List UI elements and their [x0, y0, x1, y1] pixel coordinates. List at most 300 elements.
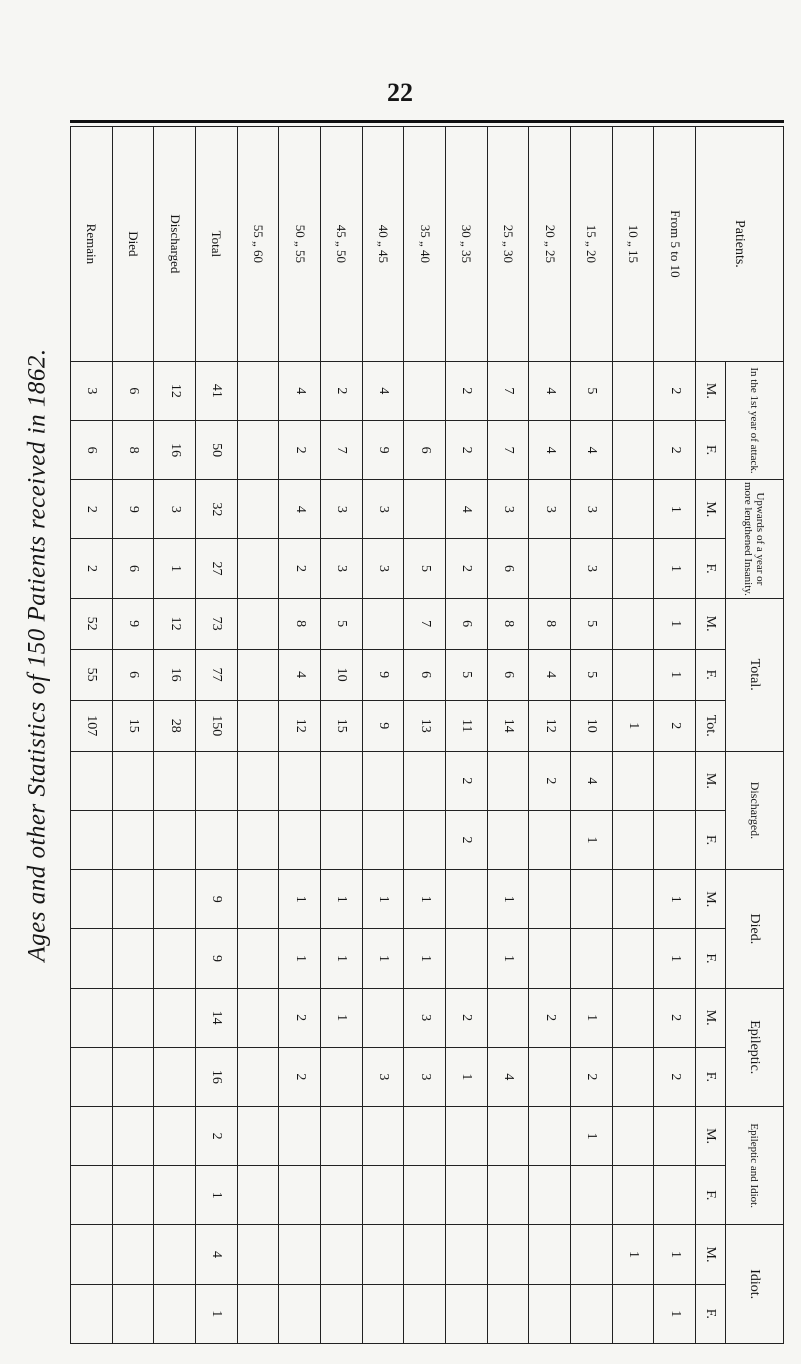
cell-t-m: 12	[154, 598, 196, 649]
cell-t-m: 5	[321, 598, 363, 649]
page-number: 22	[387, 78, 413, 107]
cell-t-t: 28	[154, 700, 196, 751]
cell-b-f: 5	[404, 539, 446, 598]
cell-i-f	[404, 1284, 446, 1343]
cell-di-m	[237, 870, 279, 929]
cell-di-f: 9	[196, 929, 238, 988]
cell-ei-f	[529, 1166, 571, 1225]
cell-di-f: 1	[362, 929, 404, 988]
cell-t-f: 4	[529, 649, 571, 700]
cell-a-f	[237, 421, 279, 480]
cell-ei-m	[71, 1106, 113, 1165]
cell-b-f: 3	[362, 539, 404, 598]
header-first-attack: In the 1st year of attack.	[726, 361, 784, 479]
cell-a-m: 2	[446, 361, 488, 420]
cell-di-f	[154, 929, 196, 988]
cell-d-f	[71, 810, 113, 869]
header-epileptic: Epileptic.	[726, 988, 784, 1106]
row-label: 25 „ 30	[487, 127, 529, 362]
cell-di-f	[112, 929, 154, 988]
cell-e-m: 1	[321, 988, 363, 1047]
cell-ei-f	[362, 1166, 404, 1225]
cell-ei-f	[154, 1166, 196, 1225]
cell-t-t: 150	[196, 700, 238, 751]
cell-d-m	[154, 751, 196, 810]
cell-i-f	[529, 1284, 571, 1343]
cell-t-t: 9	[362, 700, 404, 751]
cell-b-m: 32	[196, 480, 238, 539]
row-label: 30 „ 35	[446, 127, 488, 362]
cell-d-m	[612, 751, 654, 810]
cell-d-m: 4	[571, 751, 613, 810]
table-row	[321, 127, 363, 1344]
cell-ei-m: 2	[196, 1106, 238, 1165]
cell-a-f: 7	[487, 421, 529, 480]
cell-di-f: 1	[321, 929, 363, 988]
cell-b-f: 6	[487, 539, 529, 598]
cell-d-f	[237, 810, 279, 869]
cell-di-m: 1	[654, 870, 696, 929]
cell-e-m: 14	[196, 988, 238, 1047]
cell-b-m: 3	[154, 480, 196, 539]
cell-ei-f	[446, 1166, 488, 1225]
cell-ei-f	[487, 1166, 529, 1225]
cell-ei-f	[112, 1166, 154, 1225]
cell-i-m	[71, 1225, 113, 1284]
subheader-m: M.	[696, 361, 726, 420]
cell-di-m	[112, 870, 154, 929]
cell-a-m: 12	[154, 361, 196, 420]
subheader-tot: Tot.	[696, 700, 726, 751]
cell-d-f	[362, 810, 404, 869]
statistics-table-wrapper	[70, 126, 784, 1344]
cell-di-f: 1	[654, 929, 696, 988]
cell-b-m: 1	[654, 480, 696, 539]
cell-i-f	[112, 1284, 154, 1343]
cell-di-m	[612, 870, 654, 929]
cell-e-m	[487, 988, 529, 1047]
cell-t-t: 13	[404, 700, 446, 751]
cell-t-t	[237, 700, 279, 751]
cell-b-m: 9	[112, 480, 154, 539]
cell-i-m: 1	[654, 1225, 696, 1284]
cell-di-m	[446, 870, 488, 929]
cell-e-f: 1	[446, 1047, 488, 1106]
cell-b-m: 4	[446, 480, 488, 539]
cell-b-f	[237, 539, 279, 598]
cell-b-m: 4	[279, 480, 321, 539]
cell-t-f: 6	[112, 649, 154, 700]
cell-d-m	[404, 751, 446, 810]
cell-b-f	[529, 539, 571, 598]
cell-b-m: 3	[362, 480, 404, 539]
cell-b-m: 2	[71, 480, 113, 539]
cell-t-m: 8	[487, 598, 529, 649]
cell-a-m: 4	[529, 361, 571, 420]
cell-t-t: 1	[612, 700, 654, 751]
cell-d-m	[362, 751, 404, 810]
cell-d-f	[279, 810, 321, 869]
row-label: Died	[112, 127, 154, 362]
cell-t-m: 1	[654, 598, 696, 649]
cell-di-f	[571, 929, 613, 988]
cell-di-m	[571, 870, 613, 929]
cell-e-f	[321, 1047, 363, 1106]
header-group-row	[726, 127, 784, 1344]
cell-i-m	[279, 1225, 321, 1284]
table-body	[71, 127, 696, 1344]
cell-t-t: 107	[71, 700, 113, 751]
cell-t-m: 6	[446, 598, 488, 649]
cell-d-f	[529, 810, 571, 869]
table-row	[446, 127, 488, 1344]
cell-e-m	[71, 988, 113, 1047]
cell-t-f: 6	[404, 649, 446, 700]
cell-i-m: 4	[196, 1225, 238, 1284]
cell-ei-m	[362, 1106, 404, 1165]
cell-i-f	[612, 1284, 654, 1343]
cell-a-m	[404, 361, 446, 420]
cell-e-m	[237, 988, 279, 1047]
cell-a-f: 2	[279, 421, 321, 480]
cell-d-f: 2	[446, 810, 488, 869]
cell-t-f: 77	[196, 649, 238, 700]
cell-t-m	[612, 598, 654, 649]
cell-t-t: 12	[279, 700, 321, 751]
cell-e-f	[71, 1047, 113, 1106]
cell-di-m: 9	[196, 870, 238, 929]
cell-a-m: 41	[196, 361, 238, 420]
cell-a-m: 2	[321, 361, 363, 420]
cell-i-f: 1	[196, 1284, 238, 1343]
cell-a-f: 16	[154, 421, 196, 480]
cell-b-m	[404, 480, 446, 539]
cell-t-f: 5	[571, 649, 613, 700]
cell-ei-f	[321, 1166, 363, 1225]
subheader-m: M.	[696, 1225, 726, 1284]
cell-i-m	[321, 1225, 363, 1284]
cell-ei-m: 1	[571, 1106, 613, 1165]
cell-d-f: 1	[571, 810, 613, 869]
subheader-m: M.	[696, 598, 726, 649]
cell-i-m	[237, 1225, 279, 1284]
cell-i-m: 1	[612, 1225, 654, 1284]
subheader-m: M.	[696, 480, 726, 539]
subheader-f: F.	[696, 1166, 726, 1225]
cell-i-f	[321, 1284, 363, 1343]
cell-i-m	[154, 1225, 196, 1284]
cell-t-m: 9	[112, 598, 154, 649]
cell-e-f: 3	[362, 1047, 404, 1106]
cell-a-f: 9	[362, 421, 404, 480]
cell-e-f: 2	[654, 1047, 696, 1106]
cell-t-f: 9	[362, 649, 404, 700]
row-label: 15 „ 20	[571, 127, 613, 362]
cell-b-m: 3	[321, 480, 363, 539]
cell-d-f	[154, 810, 196, 869]
cell-di-m	[71, 870, 113, 929]
cell-e-m: 3	[404, 988, 446, 1047]
row-label: 45 „ 50	[321, 127, 363, 362]
cell-e-m: 2	[279, 988, 321, 1047]
cell-t-m: 52	[71, 598, 113, 649]
cell-t-m: 5	[571, 598, 613, 649]
cell-b-f: 3	[571, 539, 613, 598]
cell-t-m: 8	[529, 598, 571, 649]
cell-a-m: 6	[112, 361, 154, 420]
cell-ei-m	[279, 1106, 321, 1165]
cell-a-m	[237, 361, 279, 420]
cell-i-m	[446, 1225, 488, 1284]
cell-di-f	[71, 929, 113, 988]
table-row	[279, 127, 321, 1344]
header-longer-insanity: Upwards of a year or more lengthened Insanity.	[726, 480, 784, 598]
cell-a-f	[612, 421, 654, 480]
subheader-f: F.	[696, 1284, 726, 1343]
cell-t-m	[237, 598, 279, 649]
subheader-f: F.	[696, 1047, 726, 1106]
cell-a-m: 7	[487, 361, 529, 420]
row-label: 35 „ 40	[404, 127, 446, 362]
cell-a-f: 2	[446, 421, 488, 480]
cell-e-m	[154, 988, 196, 1047]
cell-t-t: 2	[654, 700, 696, 751]
table-row	[612, 127, 654, 1344]
cell-b-f: 27	[196, 539, 238, 598]
cell-t-f	[237, 649, 279, 700]
cell-di-f: 1	[487, 929, 529, 988]
cell-di-f: 1	[279, 929, 321, 988]
cell-di-f	[237, 929, 279, 988]
cell-e-f: 16	[196, 1047, 238, 1106]
cell-a-f: 8	[112, 421, 154, 480]
cell-t-m: 73	[196, 598, 238, 649]
row-label: 40 „ 45	[362, 127, 404, 362]
cell-a-f: 2	[654, 421, 696, 480]
cell-e-m: 2	[654, 988, 696, 1047]
cell-i-f	[446, 1284, 488, 1343]
cell-e-f	[112, 1047, 154, 1106]
cell-d-m	[237, 751, 279, 810]
table-row	[654, 127, 696, 1344]
cell-b-m	[237, 480, 279, 539]
cell-t-f: 55	[71, 649, 113, 700]
cell-di-f	[612, 929, 654, 988]
cell-b-f: 2	[446, 539, 488, 598]
cell-d-f	[487, 810, 529, 869]
cell-a-m: 4	[362, 361, 404, 420]
subheader-m: M.	[696, 1106, 726, 1165]
cell-i-f	[487, 1284, 529, 1343]
cell-ei-m	[446, 1106, 488, 1165]
table-row	[362, 127, 404, 1344]
cell-d-m: 2	[529, 751, 571, 810]
cell-d-m	[321, 751, 363, 810]
cell-di-m: 1	[487, 870, 529, 929]
cell-e-f: 3	[404, 1047, 446, 1106]
summary-row	[154, 127, 196, 1344]
cell-t-t: 11	[446, 700, 488, 751]
cell-e-m	[612, 988, 654, 1047]
row-label: Total	[196, 127, 238, 362]
side-title	[18, 190, 58, 1120]
cell-ei-m	[112, 1106, 154, 1165]
cell-e-f	[237, 1047, 279, 1106]
cell-ei-m	[237, 1106, 279, 1165]
cell-b-m: 3	[487, 480, 529, 539]
cell-i-m	[487, 1225, 529, 1284]
cell-ei-f	[612, 1166, 654, 1225]
subheader-f: F.	[696, 649, 726, 700]
statistics-table	[70, 126, 784, 1344]
side-title-text: Ages and other Statistics of 150 Patients received in 1862.	[24, 348, 51, 962]
cell-di-m: 1	[279, 870, 321, 929]
cell-d-f	[196, 810, 238, 869]
cell-di-f	[446, 929, 488, 988]
total-row	[196, 127, 238, 1344]
cell-d-f	[612, 810, 654, 869]
subheader-m: M.	[696, 751, 726, 810]
cell-ei-f	[654, 1166, 696, 1225]
cell-b-m: 3	[529, 480, 571, 539]
cell-i-m	[571, 1225, 613, 1284]
cell-i-f	[71, 1284, 113, 1343]
cell-di-m: 1	[362, 870, 404, 929]
row-label: 55 „ 60	[237, 127, 279, 362]
cell-a-f: 50	[196, 421, 238, 480]
cell-t-t: 14	[487, 700, 529, 751]
row-label: Discharged	[154, 127, 196, 362]
cell-di-f	[529, 929, 571, 988]
cell-i-f	[279, 1284, 321, 1343]
cell-b-m: 3	[571, 480, 613, 539]
cell-ei-f	[279, 1166, 321, 1225]
header-idiot: Idiot.	[726, 1225, 784, 1344]
cell-i-f	[154, 1284, 196, 1343]
cell-t-t: 15	[112, 700, 154, 751]
table-row	[487, 127, 529, 1344]
cell-d-m	[487, 751, 529, 810]
cell-b-f: 1	[654, 539, 696, 598]
summary-row	[71, 127, 113, 1344]
cell-di-m: 1	[321, 870, 363, 929]
header-patients: Patients.	[696, 127, 784, 362]
cell-ei-f	[571, 1166, 613, 1225]
cell-e-f: 2	[279, 1047, 321, 1106]
cell-e-f	[612, 1047, 654, 1106]
cell-i-f	[362, 1284, 404, 1343]
top-rule	[70, 120, 784, 123]
cell-d-m	[279, 751, 321, 810]
cell-i-f: 1	[654, 1284, 696, 1343]
cell-t-f: 4	[279, 649, 321, 700]
cell-a-f: 4	[571, 421, 613, 480]
cell-d-f	[654, 810, 696, 869]
cell-d-m	[196, 751, 238, 810]
cell-t-f: 1	[654, 649, 696, 700]
subheader-m: M.	[696, 870, 726, 929]
subheader-f: F.	[696, 810, 726, 869]
table-row	[529, 127, 571, 1344]
cell-i-m	[112, 1225, 154, 1284]
cell-t-f: 6	[487, 649, 529, 700]
cell-d-m: 2	[446, 751, 488, 810]
cell-i-f	[237, 1284, 279, 1343]
cell-e-f: 4	[487, 1047, 529, 1106]
cell-e-f	[154, 1047, 196, 1106]
cell-a-f: 4	[529, 421, 571, 480]
cell-t-t: 10	[571, 700, 613, 751]
header-dischgd: Discharged.	[726, 751, 784, 869]
cell-d-m	[112, 751, 154, 810]
cell-a-m: 4	[279, 361, 321, 420]
cell-t-t: 12	[529, 700, 571, 751]
cell-t-t: 15	[321, 700, 363, 751]
subheader-f: F.	[696, 421, 726, 480]
cell-t-f: 16	[154, 649, 196, 700]
cell-e-m	[362, 988, 404, 1047]
row-label: 10 „ 15	[612, 127, 654, 362]
row-label: Remain	[71, 127, 113, 362]
cell-a-m	[612, 361, 654, 420]
cell-i-m	[404, 1225, 446, 1284]
cell-e-m	[112, 988, 154, 1047]
cell-e-m: 2	[446, 988, 488, 1047]
cell-b-f: 1	[154, 539, 196, 598]
row-label: 50 „ 55	[279, 127, 321, 362]
cell-ei-f	[237, 1166, 279, 1225]
cell-t-m: 7	[404, 598, 446, 649]
cell-d-m	[71, 751, 113, 810]
summary-row	[112, 127, 154, 1344]
cell-t-m	[362, 598, 404, 649]
cell-ei-f: 1	[196, 1166, 238, 1225]
cell-ei-m	[654, 1106, 696, 1165]
cell-a-f: 6	[71, 421, 113, 480]
subheader-m: M.	[696, 988, 726, 1047]
table-row	[404, 127, 446, 1344]
cell-b-f: 2	[279, 539, 321, 598]
cell-ei-m	[154, 1106, 196, 1165]
cell-di-f: 1	[404, 929, 446, 988]
cell-b-f: 6	[112, 539, 154, 598]
cell-ei-f	[404, 1166, 446, 1225]
cell-t-m: 8	[279, 598, 321, 649]
cell-e-f	[529, 1047, 571, 1106]
cell-a-f: 7	[321, 421, 363, 480]
cell-t-f: 10	[321, 649, 363, 700]
cell-a-m: 3	[71, 361, 113, 420]
cell-i-f	[571, 1284, 613, 1343]
cell-b-m	[612, 480, 654, 539]
cell-b-f: 3	[321, 539, 363, 598]
cell-d-f	[404, 810, 446, 869]
cell-b-f: 2	[71, 539, 113, 598]
cell-di-m	[529, 870, 571, 929]
cell-a-m: 2	[654, 361, 696, 420]
cell-t-f	[612, 649, 654, 700]
cell-ei-m	[487, 1106, 529, 1165]
row-label: 20 „ 25	[529, 127, 571, 362]
cell-ei-m	[321, 1106, 363, 1165]
table-row	[237, 127, 279, 1344]
cell-di-m	[154, 870, 196, 929]
cell-e-m: 2	[529, 988, 571, 1047]
row-label: From 5 to 10	[654, 127, 696, 362]
header-total: Total.	[726, 598, 784, 751]
cell-i-m	[362, 1225, 404, 1284]
cell-a-m: 5	[571, 361, 613, 420]
